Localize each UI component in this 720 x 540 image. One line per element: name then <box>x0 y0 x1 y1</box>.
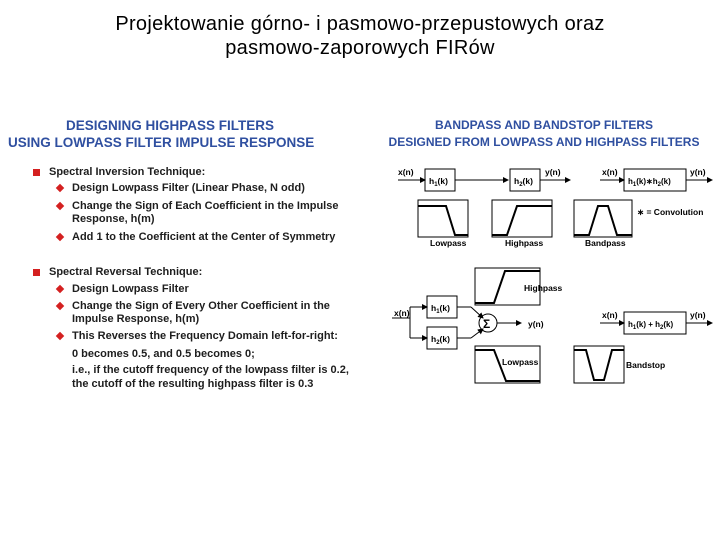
h-symbol: h <box>652 177 658 186</box>
h-subscript: 2 <box>519 182 523 188</box>
h-subscript: 1 <box>632 182 637 188</box>
k-argument: (k) <box>663 320 674 329</box>
technique-step: Impulse Response, h(m) <box>72 313 200 325</box>
heading-line: DESIGNING HIGHPASS FILTERS <box>66 118 275 133</box>
technique-step: Change the Sign of Every Other Coefficient in the <box>72 300 330 312</box>
h-symbol: h <box>628 320 633 329</box>
signal-arrow <box>471 329 483 338</box>
technique-step: the cutoff of the resulting highpass filter is 0.3 <box>72 378 314 390</box>
h-symbol: h <box>514 176 520 186</box>
input-label: x(n) <box>394 308 410 318</box>
convolution-note: ∗ = Convolution <box>637 207 704 217</box>
highpass-response-curve <box>492 206 552 235</box>
output-label: y(n) <box>545 167 561 177</box>
k-argument: (k) <box>522 176 533 186</box>
technique-step: Design Lowpass Filter (Linear Phase, N odd) <box>72 182 305 194</box>
h-subscript: 1 <box>632 325 637 331</box>
k-argument: (k) <box>439 334 450 344</box>
lowpass-label: Lowpass <box>502 357 539 367</box>
h-subscript: 2 <box>660 325 664 331</box>
highpass-label: Highpass <box>524 283 563 293</box>
heading-line: BANDPASS AND BANDSTOP FILTERS <box>434 118 653 132</box>
h-subscript: 1 <box>436 309 440 315</box>
technique-step: This Reverses the Frequency Domain left-for-right: <box>72 330 338 342</box>
h-subscript: 1 <box>434 182 438 188</box>
heading-line: DESIGNED FROM LOWPASS AND HIGHPASS FILTERS <box>388 135 700 149</box>
k-argument: (k) <box>636 177 647 186</box>
technique-step: Change the Sign of Each Coefficient in the Impulse <box>72 200 339 212</box>
bandpass-label: Bandpass <box>585 238 626 248</box>
bandpass-response-curve <box>574 206 632 235</box>
output-label: y(n) <box>690 310 706 320</box>
output-label: y(n) <box>690 167 706 177</box>
input-label: x(n) <box>398 167 414 177</box>
h-symbol: h <box>431 334 437 344</box>
input-label: x(n) <box>602 310 618 320</box>
k-argument: (k) <box>437 176 448 186</box>
h-symbol: h <box>431 303 437 313</box>
h-symbol: h <box>655 320 661 329</box>
h2-label <box>431 334 450 346</box>
h-symbol: h <box>628 177 633 186</box>
technique-step: 0 becomes 0.5, and 0.5 becomes 0; <box>72 348 255 360</box>
k-argument: (k) <box>660 177 671 186</box>
h1-conv-h2-label <box>628 177 671 188</box>
h1-label <box>429 176 448 188</box>
lowpass-response-curve <box>418 206 468 235</box>
k-argument: (k) <box>439 303 450 313</box>
plus-sign: + <box>646 320 656 329</box>
h-subscript: 2 <box>436 340 440 346</box>
convolution-star: ∗ <box>646 177 653 186</box>
technique-title: Spectral Inversion Technique: <box>49 166 206 178</box>
h-subscript: 2 <box>657 182 661 188</box>
technique-title: Spectral Reversal Technique: <box>49 266 203 278</box>
technique-step: i.e., if the cutoff frequency of the lowpass filter is 0.2, <box>72 364 349 376</box>
technique-step: Add 1 to the Coefficient at the Center of Symmetry <box>72 231 336 243</box>
technique-step: Design Lowpass Filter <box>72 283 189 295</box>
sigma-symbol: Σ <box>483 317 491 331</box>
slide-title-line: Projektowanie górno- i pasmowo-przepustowych oraz <box>115 13 605 35</box>
k-argument: (k) <box>636 320 647 329</box>
bandstop-response-box <box>574 346 624 383</box>
slide-title-line: pasmowo-zaporowych FIRów <box>225 37 495 59</box>
bandstop-response-curve <box>574 350 624 380</box>
h1-label <box>431 303 450 315</box>
lowpass-label: Lowpass <box>430 238 467 248</box>
technique-step: Response, h(m) <box>72 213 155 225</box>
input-label: x(n) <box>602 167 618 177</box>
h2-label <box>514 176 533 188</box>
bandstop-label: Bandstop <box>626 360 666 370</box>
h1-plus-h2-label <box>628 320 673 331</box>
h-symbol: h <box>429 176 435 186</box>
output-label: y(n) <box>528 319 544 329</box>
highpass-label: Highpass <box>505 238 544 248</box>
heading-line: USING LOWPASS FILTER IMPULSE RESPONSE <box>8 135 315 150</box>
signal-arrow <box>471 307 483 318</box>
